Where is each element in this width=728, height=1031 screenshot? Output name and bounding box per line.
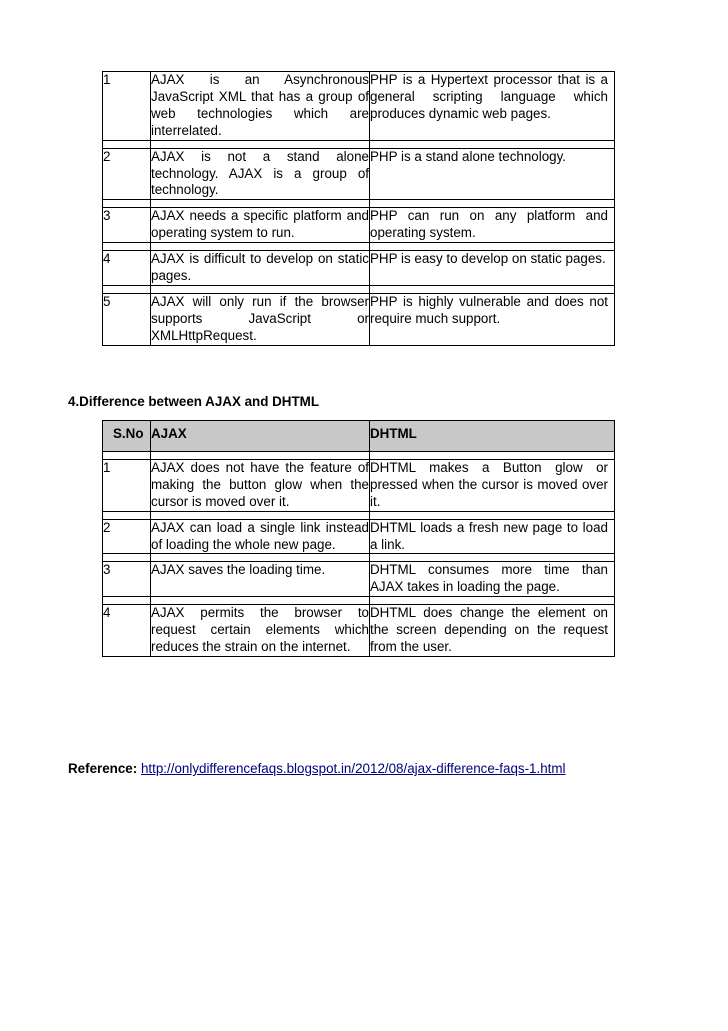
reference-label: Reference: bbox=[68, 761, 138, 776]
sno-cell: 5 bbox=[103, 293, 151, 345]
reference-line bbox=[68, 761, 566, 776]
table-row bbox=[103, 562, 615, 597]
ajax-cell: AJAX is an Asynchronous JavaScript XML that has a group of web technologies which are interrelated. bbox=[151, 72, 370, 141]
table-row bbox=[103, 519, 615, 554]
ajax-cell: AJAX does not have the feature of making the button glow when the cursor is moved over it. bbox=[151, 459, 370, 511]
sno-cell: 3 bbox=[103, 208, 151, 243]
table-row bbox=[103, 293, 615, 345]
table-row bbox=[103, 72, 615, 141]
ajax-cell: AJAX saves the loading time. bbox=[151, 562, 370, 597]
table-row bbox=[103, 208, 615, 243]
sno-cell: 2 bbox=[103, 148, 151, 200]
sno-cell: 1 bbox=[103, 459, 151, 511]
sno-cell: 1 bbox=[103, 72, 151, 141]
php-cell: PHP can run on any platform and operating system. bbox=[370, 208, 615, 243]
ajax-php-table bbox=[102, 71, 615, 346]
ajax-cell: AJAX is difficult to develop on static pages. bbox=[151, 251, 370, 286]
ajax-cell: AJAX is not a stand alone technology. AJAX is a group of technology. bbox=[151, 148, 370, 200]
php-cell: PHP is easy to develop on static pages. bbox=[370, 251, 615, 286]
table-row bbox=[103, 459, 615, 511]
sno-cell: 4 bbox=[103, 251, 151, 286]
section-heading: 4.Difference between AJAX and DHTML bbox=[68, 394, 319, 409]
sno-cell: 4 bbox=[103, 605, 151, 657]
dhtml-cell: DHTML makes a Button glow or pressed when the cursor is moved over it. bbox=[370, 459, 615, 511]
sno-cell: 2 bbox=[103, 519, 151, 554]
table-row bbox=[103, 148, 615, 200]
dhtml-cell: DHTML does change the element on the screen depending on the request from the user. bbox=[370, 605, 615, 657]
ajax-cell: AJAX permits the browser to request certain elements which reduces the strain on the internet. bbox=[151, 605, 370, 657]
reference-link[interactable]: http://onlydifferencefaqs.blogspot.in/2012/08/ajax-difference-faqs-1.html bbox=[140, 761, 566, 776]
php-cell: PHP is a stand alone technology. bbox=[370, 148, 615, 200]
table-row bbox=[103, 251, 615, 286]
table-row bbox=[103, 605, 615, 657]
ajax-cell: AJAX will only run if the browser supports JavaScript or XMLHttpRequest. bbox=[151, 293, 370, 345]
ajax-cell: AJAX can load a single link instead of loading the whole new page. bbox=[151, 519, 370, 554]
sno-cell: 3 bbox=[103, 562, 151, 597]
header-ajax: AJAX bbox=[151, 421, 370, 452]
dhtml-cell: DHTML consumes more time than AJAX takes in loading the page. bbox=[370, 562, 615, 597]
header-dhtml: DHTML bbox=[370, 421, 615, 452]
ajax-dhtml-table bbox=[102, 420, 615, 657]
php-cell: PHP is a Hypertext processor that is a general scripting language which produces dynamic web pages. bbox=[370, 72, 615, 141]
header-sno: S.No bbox=[103, 421, 151, 452]
ajax-cell: AJAX needs a specific platform and operating system to run. bbox=[151, 208, 370, 243]
dhtml-cell: DHTML loads a fresh new page to load a link. bbox=[370, 519, 615, 554]
table-header-row bbox=[103, 421, 615, 452]
php-cell: PHP is highly vulnerable and does not require much support. bbox=[370, 293, 615, 345]
